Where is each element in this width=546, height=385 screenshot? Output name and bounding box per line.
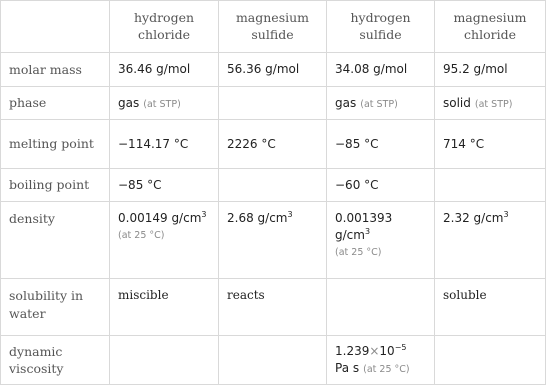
table-cell xyxy=(219,169,327,202)
cell-note: (at 25 °C) xyxy=(118,229,165,241)
table-cell: miscible xyxy=(110,279,219,336)
exponent: 3 xyxy=(287,210,293,219)
header-row xyxy=(1,1,546,53)
table-cell: 36.46 g/mol xyxy=(110,53,219,87)
row-label: melting point xyxy=(1,120,110,169)
exponent: 3 xyxy=(201,210,207,219)
table-cell xyxy=(110,87,219,120)
row-label: dynamic viscosity xyxy=(1,336,110,385)
row-density xyxy=(1,202,546,279)
row-boiling-point xyxy=(1,169,546,202)
exponent: 3 xyxy=(503,210,509,219)
table-cell xyxy=(219,202,327,279)
table-cell xyxy=(219,87,327,120)
table-cell xyxy=(327,87,435,120)
table-cell: 56.36 g/mol xyxy=(219,53,327,87)
table-cell xyxy=(435,169,546,202)
row-label: solubility in water xyxy=(1,279,110,336)
cell-value: gas xyxy=(335,95,357,110)
row-molar-mass xyxy=(1,53,546,87)
row-label: phase xyxy=(1,87,110,120)
row-label: molar mass xyxy=(1,53,110,87)
column-header: magnesium sulfide xyxy=(219,1,327,53)
viscosity-unit: Pa s xyxy=(335,361,360,375)
cell-note: (at STP) xyxy=(360,98,398,110)
cell-note: (at 25 °C) xyxy=(335,246,382,258)
table-cell: −60 °C xyxy=(327,169,435,202)
row-label: density xyxy=(1,202,110,279)
table-cell: 34.08 g/mol xyxy=(327,53,435,87)
cell-note: (at STP) xyxy=(474,98,513,110)
column-header: magnesium chloride xyxy=(435,1,546,53)
cell-note: (at STP) xyxy=(143,98,181,110)
table-cell: soluble xyxy=(435,279,546,336)
table-cell xyxy=(327,336,435,385)
corner-cell xyxy=(1,1,110,53)
table-cell: 2226 °C xyxy=(219,120,327,169)
table-cell: 714 °C xyxy=(435,120,546,169)
row-solubility xyxy=(1,279,546,336)
table-cell: reacts xyxy=(219,279,327,336)
column-header: hydrogen chloride xyxy=(110,1,219,53)
table-cell xyxy=(110,336,219,385)
row-viscosity xyxy=(1,336,546,385)
exponent: −5 xyxy=(394,343,407,353)
table-cell: −85 °C xyxy=(327,120,435,169)
table-cell: 95.2 g/mol xyxy=(435,53,546,87)
table-cell xyxy=(110,202,219,279)
cell-value: 0.00149 g/cm xyxy=(118,211,202,225)
column-header: hydrogen sulfide xyxy=(327,1,435,53)
row-melting-point xyxy=(1,120,546,169)
cell-note: (at 25 °C) xyxy=(363,364,410,375)
times-sign: × xyxy=(369,344,380,359)
table-cell: −114.17 °C xyxy=(110,120,219,169)
table-cell xyxy=(435,202,546,279)
viscosity-base: 10 xyxy=(379,344,395,359)
exponent: 3 xyxy=(364,226,371,236)
viscosity-mantissa: 1.239 xyxy=(335,344,370,359)
row-phase xyxy=(1,87,546,120)
table-cell xyxy=(219,336,327,385)
cell-value: solid xyxy=(443,95,471,110)
table-cell xyxy=(327,279,435,336)
table-cell xyxy=(435,87,546,120)
table-cell xyxy=(327,202,435,279)
cell-value: 2.68 g/cm xyxy=(227,211,288,225)
cell-value: gas xyxy=(118,95,140,110)
table-cell xyxy=(435,336,546,385)
row-label: boiling point xyxy=(1,169,110,202)
cell-value: 2.32 g/cm xyxy=(443,211,504,225)
cell-value: 0.001393 g/cm xyxy=(335,211,393,242)
table-cell: −85 °C xyxy=(110,169,219,202)
